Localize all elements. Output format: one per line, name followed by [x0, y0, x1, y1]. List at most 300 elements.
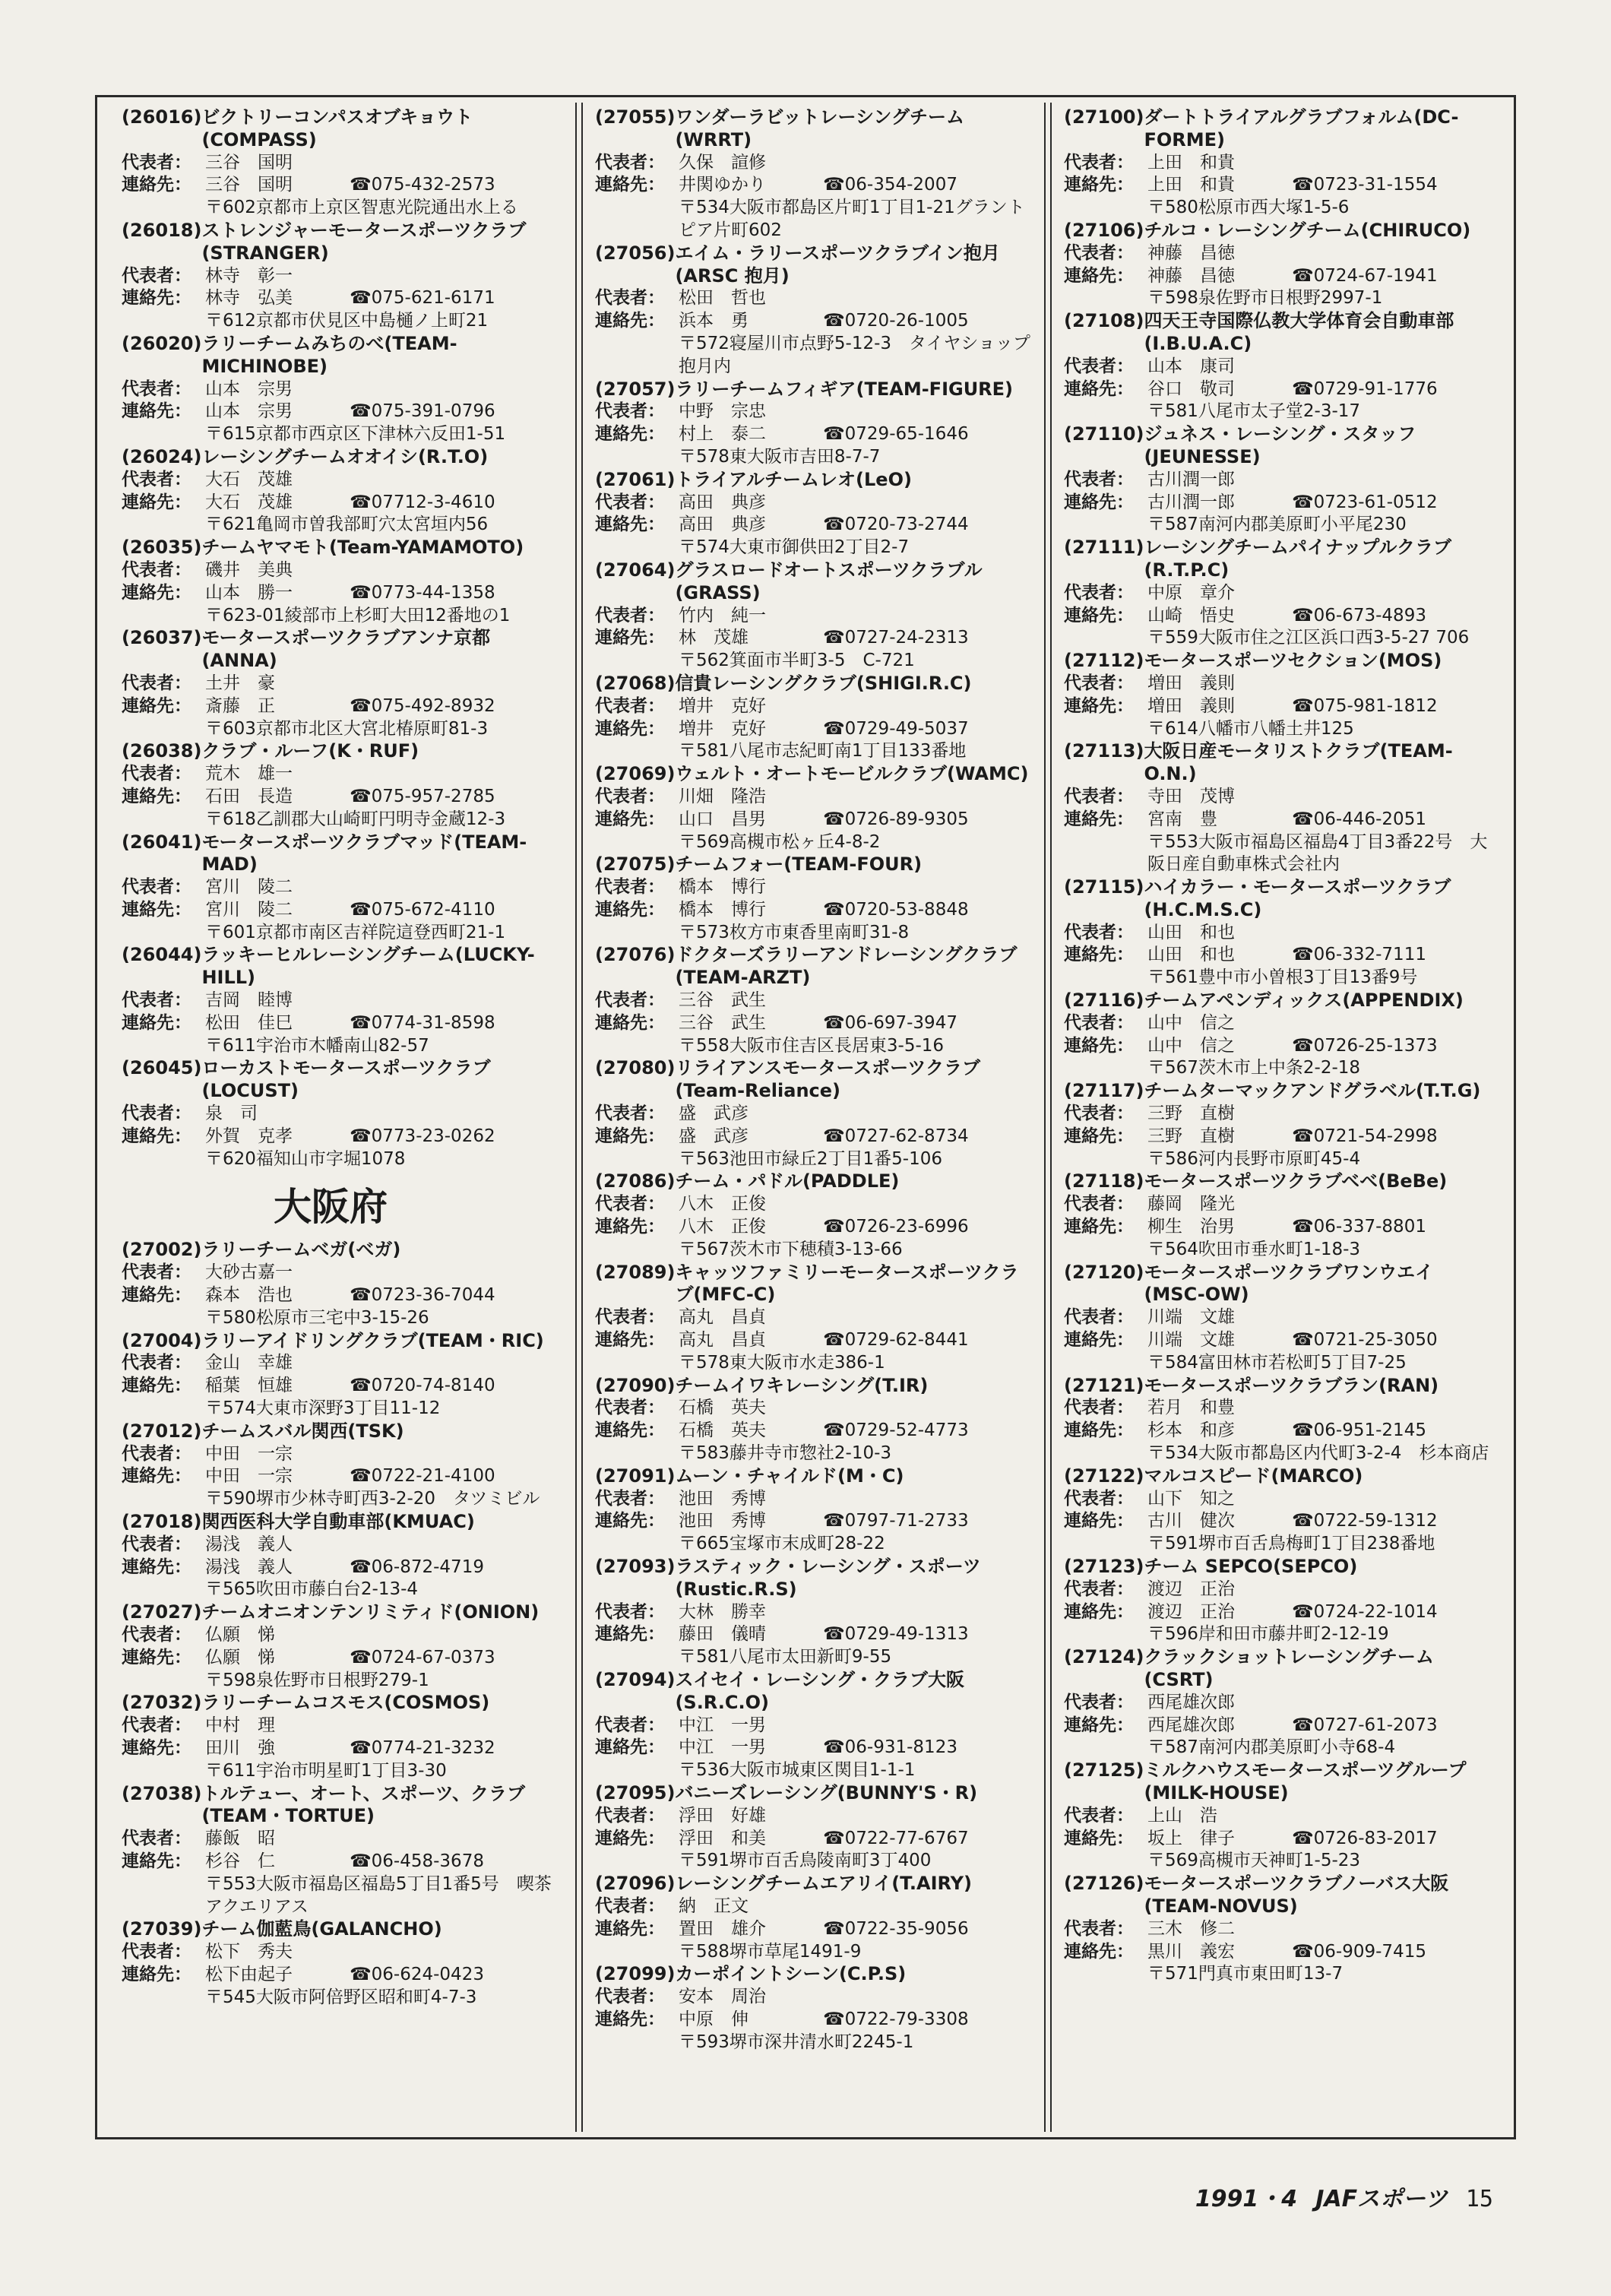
club-name: チームフォー(TEAM-FOUR) [675, 853, 923, 876]
representative-line [595, 1715, 1036, 1737]
representative-label: 代表者： [595, 695, 665, 716]
contact-line [122, 1375, 561, 1398]
prefecture-heading: 大阪府 [274, 1184, 388, 1230]
representative-line [122, 469, 561, 492]
representative-label: 代表者： [122, 559, 191, 580]
club-entry [122, 1239, 561, 1329]
representative-line [1064, 1918, 1489, 1941]
phone-icon: ☎ [350, 1466, 372, 1487]
contact-line [122, 1557, 561, 1579]
phone-icon: ☎ [1292, 265, 1314, 286]
representative-label: 代表者： [1064, 242, 1134, 263]
contact-name: 増田 義則 [1147, 695, 1235, 716]
representative-line [122, 1941, 561, 1964]
contact-phone [350, 1465, 495, 1488]
representative-label: 代表者： [1064, 152, 1134, 173]
representative-line [595, 1601, 1036, 1624]
contact-label: 連絡先： [595, 2009, 665, 2029]
contact-line [1064, 1216, 1489, 1239]
contact-label: 連絡先： [595, 1511, 665, 1531]
club-name: チルコ・レーシングチーム(CHIRUCO) [1144, 219, 1471, 241]
contact-name: 中田 一宗 [205, 1466, 293, 1487]
representative-name: 石橋 英夫 [679, 1398, 766, 1418]
contact-line [595, 1329, 1036, 1352]
club-code: (27057) [595, 378, 676, 400]
representative-label: 代表者： [1064, 582, 1134, 603]
phone-icon: ☎ [823, 1330, 845, 1351]
contact-phone [1292, 1941, 1426, 1964]
phone-number: 0726-23-6996 [844, 1217, 969, 1237]
contact-line [122, 786, 561, 809]
representative-line [1064, 152, 1489, 175]
club-code: (27115) [1064, 876, 1144, 898]
phone-number: 075-621-6171 [371, 288, 495, 309]
club-code: (26018) [122, 219, 202, 241]
representative-label: 代表者： [122, 673, 191, 693]
club-header [122, 1783, 561, 1829]
representative-line [122, 1262, 561, 1284]
contact-label: 連絡先： [595, 1624, 665, 1645]
phone-icon: ☎ [823, 1737, 845, 1758]
club-name: モータースポーツクラブノーバス大阪(TEAM-NOVUS) [1144, 1873, 1449, 1917]
phone-number: 06-446-2051 [1313, 809, 1426, 829]
contact-name: 西尾雄次郎 [1147, 1715, 1235, 1735]
club-name: モータースポーツクラブラン(RAN) [1144, 1374, 1439, 1396]
club-name: モータースポーツクラブワンウエイ(MSC-OW) [1144, 1261, 1434, 1306]
phone-number: 06-909-7415 [1313, 1941, 1426, 1962]
contact-label: 連絡先： [1064, 265, 1134, 286]
contact-line [122, 1851, 561, 1873]
club-code: (27002) [122, 1239, 202, 1261]
club-code: (27125) [1064, 1759, 1144, 1781]
club-header [122, 1692, 561, 1715]
club-entry [122, 1692, 561, 1782]
club-address: 〒572寝屋川市点野5-12-3 タイヤショップ抱月内 [679, 333, 1030, 376]
contact-name: 石橋 英夫 [679, 1420, 766, 1441]
contact-label: 連絡先： [122, 1647, 191, 1667]
club-header [595, 1669, 1036, 1715]
representative-line [1064, 1012, 1489, 1035]
contact-phone [1292, 1035, 1438, 1058]
contact-line [1064, 1035, 1489, 1058]
contact-name: 浮田 和美 [679, 1828, 766, 1848]
contact-label: 連絡先： [595, 1737, 665, 1758]
club-entry [595, 559, 1036, 673]
club-name: グラスロードオートスポーツクラブル(GRASS) [675, 559, 983, 603]
representative-label: 代表者： [1064, 1918, 1134, 1939]
club-header [1064, 1375, 1489, 1398]
phone-icon: ☎ [350, 1851, 372, 1871]
contact-name: 村上 泰二 [679, 424, 766, 445]
representative-label: 代表者： [1064, 356, 1134, 376]
contact-name: 池田 秀博 [679, 1511, 766, 1531]
phone-icon: ☎ [350, 582, 372, 603]
representative-label: 代表者： [595, 990, 665, 1011]
contact-name: 林 茂雄 [679, 628, 749, 648]
club-address: 〒591堺市百舌鳥陵南町3丁400 [679, 1851, 932, 1871]
contact-phone [823, 423, 969, 446]
club-entry [122, 944, 561, 1057]
contact-phone [350, 1375, 495, 1398]
representative-label: 代表者： [122, 990, 191, 1011]
contact-phone [1292, 695, 1438, 718]
club-code: (27117) [1064, 1080, 1144, 1102]
phone-icon: ☎ [823, 424, 845, 445]
club-address: 〒545大阪市阿倍野区昭和町4-7-3 [205, 1987, 477, 2007]
club-name: ジュネス・レーシング・スタッフ(JEUNESSE) [1144, 423, 1416, 467]
phone-icon: ☎ [823, 1420, 845, 1441]
contact-name: 神藤 昌徳 [1147, 265, 1235, 286]
phone-number: 075-957-2785 [371, 786, 495, 806]
club-header [122, 1057, 561, 1103]
club-entry [122, 1783, 561, 1919]
representative-name: 増井 克好 [679, 695, 766, 716]
contact-phone [350, 1964, 484, 1987]
club-code: (27096) [595, 1873, 676, 1895]
club-entry [122, 740, 561, 831]
representative-name: 中原 章介 [1147, 582, 1235, 603]
phone-icon: ☎ [823, 1624, 845, 1645]
club-header [595, 1963, 1036, 1986]
contact-label: 連絡先： [1064, 378, 1134, 399]
club-name: クラックショットレーシングチーム(CSRT) [1144, 1646, 1434, 1690]
representative-line [595, 1193, 1036, 1216]
contact-phone [823, 1420, 969, 1443]
club-name: ハイカラー・モータースポーツクラブ(H.C.M.S.C) [1144, 876, 1451, 920]
representative-line [595, 605, 1036, 628]
contact-name: 橋本 博行 [679, 899, 766, 920]
club-header [595, 559, 1036, 605]
phone-number: 0724-67-0373 [371, 1647, 495, 1667]
phone-number: 06-458-3678 [371, 1851, 484, 1871]
contact-line [1064, 1715, 1489, 1737]
contact-label: 連絡先： [595, 1126, 665, 1146]
phone-icon: ☎ [1292, 1828, 1314, 1848]
representative-name: 大林 勝幸 [679, 1601, 766, 1622]
contact-phone [823, 718, 969, 741]
club-code: (27123) [1064, 1556, 1144, 1577]
phone-icon: ☎ [823, 1511, 845, 1531]
club-address: 〒553大阪市福島区福島4丁目3番22号 大阪日産自動車株式会社内 [1147, 831, 1488, 875]
contact-label: 連絡先： [122, 1851, 191, 1871]
club-address: 〒581八尾市志紀町南1丁目133番地 [679, 741, 967, 762]
club-address: 〒567茨木市上中条2-2-18 [1147, 1058, 1361, 1078]
contact-line [1064, 1601, 1489, 1624]
representative-name: 上山 浩 [1147, 1805, 1217, 1826]
phone-number: 06-337-8801 [1313, 1217, 1426, 1237]
representative-line [595, 492, 1036, 515]
club-address: 〒569高槻市松ヶ丘4-8-2 [679, 831, 881, 852]
contact-phone [1292, 1601, 1438, 1624]
contact-phone [350, 786, 495, 809]
contact-name: 森本 浩也 [205, 1285, 293, 1306]
representative-name: 若月 和豊 [1147, 1398, 1235, 1418]
phone-icon: ☎ [1292, 1330, 1314, 1351]
representative-name: 松下 秀夫 [205, 1942, 293, 1962]
representative-label: 代表者： [1064, 786, 1134, 806]
phone-icon: ☎ [1292, 1511, 1314, 1531]
contact-line [595, 2009, 1036, 2032]
club-code: (27120) [1064, 1261, 1144, 1283]
representative-line [1064, 922, 1489, 945]
club-entry [1064, 220, 1489, 310]
representative-name: 中田 一宗 [205, 1443, 293, 1464]
representative-name: 安本 周治 [679, 1987, 766, 2007]
directory-column-3 [1064, 106, 1489, 2136]
contact-name: 置田 雄介 [679, 1918, 766, 1939]
club-name: スイセイ・レーシング・クラブ大阪(S.R.C.O) [675, 1668, 964, 1713]
contact-label: 連絡先： [122, 582, 191, 603]
representative-name: 納 正文 [679, 1895, 749, 1916]
contact-phone [1292, 809, 1426, 831]
contact-line [595, 1737, 1036, 1759]
contact-name: 柳生 治男 [1147, 1217, 1235, 1237]
club-name: 四天王寺国際仏教大学体育会自動車部(I.B.U.A.C) [1144, 310, 1454, 354]
contact-label: 連絡先： [122, 492, 191, 512]
representative-name: 宮川 陵二 [205, 877, 293, 898]
club-code: (26038) [122, 740, 202, 762]
representative-line [595, 1895, 1036, 1918]
club-address: 〒588堺市草尾1491-9 [679, 1941, 862, 1962]
representative-label: 代表者： [595, 1398, 665, 1418]
contact-label: 連絡先： [595, 175, 665, 195]
contact-name: 坂上 律子 [1147, 1828, 1235, 1848]
contact-label: 連絡先： [1064, 945, 1134, 965]
club-entry [1064, 1170, 1489, 1261]
contact-name: 山本 勝一 [205, 582, 293, 603]
contact-phone [1292, 1329, 1438, 1352]
contact-line [122, 1647, 561, 1670]
phone-number: 0773-44-1358 [371, 582, 495, 603]
representative-name: 三谷 武生 [679, 990, 766, 1011]
club-code: (27113) [1064, 740, 1144, 762]
contact-phone [1292, 1828, 1438, 1851]
contact-line [1064, 1941, 1489, 1964]
contact-phone [350, 1126, 495, 1148]
phone-icon: ☎ [350, 899, 372, 920]
representative-name: 中野 宗忠 [679, 401, 766, 422]
club-address: 〒574大東市深野3丁目11-12 [205, 1398, 441, 1419]
representative-name: 上田 和貴 [1147, 152, 1235, 173]
representative-name: 磯井 美典 [205, 559, 293, 580]
club-header [1064, 423, 1489, 469]
club-entry [1064, 1262, 1489, 1375]
contact-label: 連絡先： [122, 1964, 191, 1984]
representative-name: 山中 信之 [1147, 1012, 1235, 1033]
club-code: (27108) [1064, 310, 1144, 332]
club-address: 〒665宝塚市末成町28-22 [679, 1534, 885, 1554]
contact-phone [823, 809, 969, 831]
club-code: (26035) [122, 537, 202, 559]
contact-line [122, 1284, 561, 1307]
club-header [595, 853, 1036, 876]
club-entry [122, 106, 561, 220]
phone-icon: ☎ [350, 1285, 372, 1306]
representative-label: 代表者： [122, 877, 191, 898]
club-address: 〒534大阪市都島区片町1丁目1-21グラントピア片町602 [679, 198, 1025, 240]
club-entry [595, 1782, 1036, 1873]
club-name: 大阪日産モータリストクラブ(TEAM-O.N.) [1144, 740, 1453, 785]
contact-line [595, 174, 1036, 197]
representative-name: 橋本 博行 [679, 877, 766, 898]
representative-label: 代表者： [122, 1262, 191, 1283]
phone-number: 0727-61-2073 [1313, 1715, 1438, 1735]
representative-line [1064, 1579, 1489, 1601]
club-header [595, 944, 1036, 990]
contact-line [1064, 174, 1489, 197]
contact-phone [350, 1851, 484, 1873]
representative-line [122, 1103, 561, 1126]
contact-phone [350, 1737, 495, 1760]
phone-icon: ☎ [823, 1012, 845, 1033]
contact-line [122, 1012, 561, 1035]
contact-phone [823, 1623, 969, 1646]
representative-label: 代表者： [1064, 1012, 1134, 1033]
phone-icon: ☎ [823, 311, 845, 331]
contact-line [122, 492, 561, 515]
phone-number: 0729-65-1646 [844, 424, 969, 445]
representative-line [122, 1828, 561, 1851]
representative-line [122, 990, 561, 1012]
club-header [595, 673, 1036, 695]
representative-line [122, 763, 561, 786]
club-entry [1064, 1375, 1489, 1465]
contact-label: 連絡先： [1064, 1715, 1134, 1735]
representative-line [1064, 356, 1489, 378]
phone-icon: ☎ [350, 492, 372, 512]
representative-line [122, 876, 561, 899]
club-name: カーポイントシーン(C.P.S) [675, 1963, 907, 1985]
contact-line [595, 1510, 1036, 1533]
phone-icon: ☎ [350, 1647, 372, 1667]
representative-line [1064, 1103, 1489, 1126]
club-entry [122, 537, 561, 627]
representative-line [1064, 1397, 1489, 1420]
phone-number: 0729-91-1776 [1313, 378, 1438, 399]
club-name: ワンダーラビットレーシングチーム(WRRT) [675, 106, 964, 150]
representative-label: 代表者： [122, 378, 191, 399]
club-header [595, 1465, 1036, 1488]
representative-label: 代表者： [1064, 469, 1134, 489]
club-name: ラリーチームフィギア(TEAM-FIGURE) [675, 378, 1014, 400]
club-header [122, 220, 561, 265]
club-address: 〒558大阪市住吉区長居東3-5-16 [679, 1035, 945, 1056]
representative-line [1064, 1306, 1489, 1329]
representative-line [595, 695, 1036, 718]
club-code: (27111) [1064, 537, 1144, 559]
club-address: 〒536大阪市城東区関目1-1-1 [679, 1760, 916, 1781]
contact-name: 井関ゆかり [679, 175, 766, 195]
phone-icon: ☎ [350, 1964, 372, 1984]
club-code: (26016) [122, 106, 202, 128]
phone-number: 0729-49-1313 [844, 1624, 969, 1645]
club-address: 〒565吹田市藤白台2-13-4 [205, 1579, 419, 1600]
club-code: (27038) [122, 1782, 202, 1804]
contact-line [1064, 1828, 1489, 1851]
column-divider [1050, 103, 1052, 2132]
phone-number: 0723-36-7044 [371, 1285, 495, 1306]
contact-label: 連絡先： [1064, 1035, 1134, 1056]
contact-line [122, 899, 561, 922]
club-entry [122, 446, 561, 537]
club-header [1064, 1262, 1489, 1307]
club-entry [1064, 1080, 1489, 1170]
club-code: (27069) [595, 763, 676, 785]
phone-icon: ☎ [350, 1557, 372, 1577]
phone-icon: ☎ [823, 809, 845, 829]
contact-phone [823, 1737, 957, 1759]
contact-line [122, 695, 561, 718]
representative-label: 代表者： [1064, 1692, 1134, 1712]
club-header [1064, 740, 1489, 786]
contact-line [1064, 1126, 1489, 1148]
representative-label: 代表者： [1064, 1307, 1134, 1328]
club-entry [1064, 876, 1489, 990]
contact-label: 連絡先： [122, 786, 191, 806]
club-name: ムーン・チャイルド(M・C) [675, 1465, 904, 1487]
phone-icon: ☎ [350, 1376, 372, 1396]
contact-name: 谷口 敬司 [1147, 378, 1235, 399]
club-address: 〒614八幡市八幡土井125 [1147, 718, 1354, 739]
contact-line [595, 809, 1036, 831]
contact-line [1064, 1510, 1489, 1533]
club-name: チーム SEPCO(SEPCO) [1144, 1556, 1358, 1577]
club-address: 〒586河内長野市原町45-4 [1147, 1148, 1361, 1169]
club-header [122, 740, 561, 763]
directory-column-1 [122, 106, 561, 2136]
representative-label: 代表者： [122, 1942, 191, 1962]
contact-phone [350, 401, 495, 423]
club-name: チームオニオンテンリミティド(ONION) [201, 1601, 540, 1623]
club-code: (27004) [122, 1329, 202, 1351]
club-entry [595, 1556, 1036, 1669]
club-header [595, 1375, 1036, 1398]
phone-icon: ☎ [823, 1217, 845, 1237]
club-entry [122, 627, 561, 740]
representative-line [1064, 786, 1489, 809]
representative-label: 代表者： [595, 1895, 665, 1916]
club-header [1064, 220, 1489, 242]
contact-line [1064, 695, 1489, 718]
club-header [1064, 1646, 1489, 1692]
club-entry [595, 1375, 1036, 1465]
contact-label: 連絡先： [1064, 1126, 1134, 1146]
contact-label: 連絡先： [1064, 1601, 1134, 1622]
representative-line [595, 1306, 1036, 1329]
contact-line [595, 1623, 1036, 1646]
club-entry [1064, 740, 1489, 876]
representative-label: 代表者： [1064, 1398, 1134, 1418]
phone-number: 0720-26-1005 [844, 311, 969, 331]
club-name: チームイワキレーシング(T.IR) [675, 1374, 929, 1396]
representative-line [122, 378, 561, 401]
contact-phone [1292, 944, 1426, 967]
contact-line [595, 1216, 1036, 1239]
club-name: ドクターズラリーアンドレーシングクラブ(TEAM-ARZT) [675, 944, 1018, 989]
club-address: 〒561豊中市小曽根3丁目13番9号 [1147, 967, 1418, 988]
club-header [595, 378, 1036, 401]
contact-phone [823, 627, 969, 650]
contact-line [122, 1126, 561, 1148]
club-code: (27056) [595, 242, 676, 264]
contact-phone [1292, 174, 1438, 197]
club-entry [1064, 106, 1489, 220]
club-code: (27018) [122, 1511, 202, 1533]
representative-name: 中江 一男 [679, 1715, 766, 1735]
representative-line [1064, 242, 1489, 265]
phone-icon: ☎ [1292, 945, 1314, 965]
phone-icon: ☎ [350, 288, 372, 309]
